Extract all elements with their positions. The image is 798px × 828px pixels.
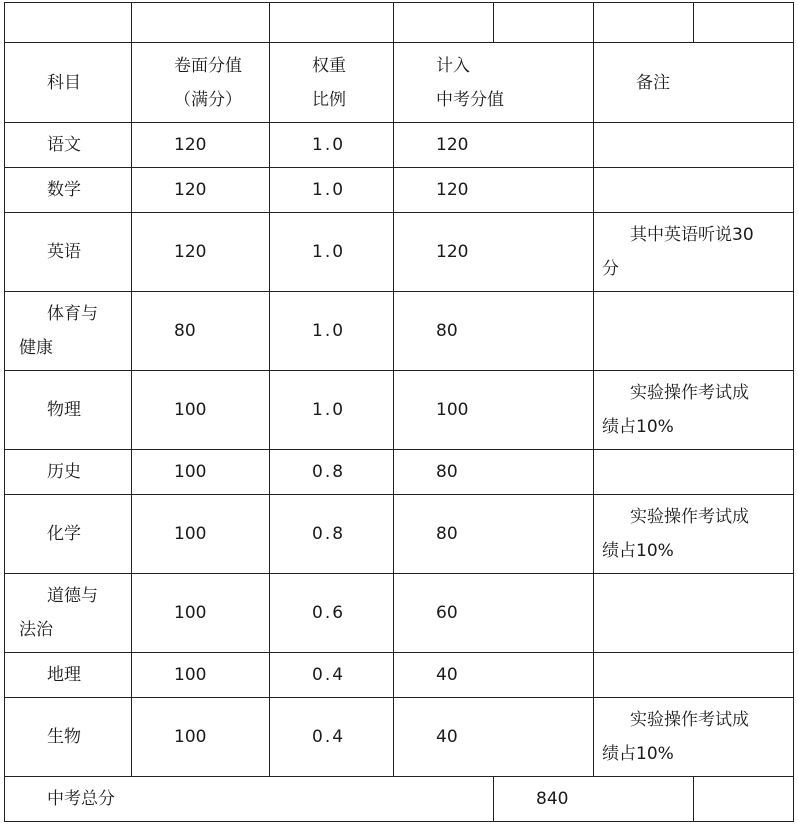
empty-cell — [694, 777, 794, 822]
weight-cell: 1.0 — [270, 292, 394, 371]
counted-cell: 120 — [394, 213, 594, 292]
score-cell: 120 — [132, 123, 270, 168]
table-row — [5, 292, 794, 371]
score-cell: 100 — [132, 450, 270, 495]
counted-cell: 80 — [394, 450, 594, 495]
subject-cell — [5, 292, 132, 371]
weight-cell: 0.8 — [270, 450, 394, 495]
subject-line2: 法治 — [19, 620, 53, 640]
table-row — [5, 495, 794, 574]
header-subject: 科目 — [5, 43, 132, 123]
weight-cell: 1.0 — [270, 371, 394, 450]
empty-top-row — [5, 3, 794, 43]
subject-cell — [5, 574, 132, 653]
score-cell: 100 — [132, 698, 270, 777]
counted-cell: 80 — [394, 292, 594, 371]
header-weight-line2: 比例 — [312, 89, 346, 110]
score-cell: 120 — [132, 213, 270, 292]
empty-cell — [594, 3, 694, 43]
score-cell: 100 — [132, 371, 270, 450]
header-paper-score — [132, 43, 270, 123]
header-counted-line1: 计入 — [436, 55, 470, 76]
note-line2: 绩占10% — [602, 417, 674, 437]
weight-cell: 1.0 — [270, 213, 394, 292]
total-row — [5, 777, 794, 822]
score-cell: 100 — [132, 495, 270, 574]
score-cell: 100 — [132, 653, 270, 698]
subject-cell: 语文 — [5, 123, 132, 168]
table-row — [5, 653, 794, 698]
weight-cell: 0.8 — [270, 495, 394, 574]
note-line2: 绩占10% — [602, 744, 674, 764]
header-weight-line1: 权重 — [312, 55, 346, 76]
header-counted — [394, 43, 594, 123]
note-cell — [594, 574, 794, 653]
empty-cell — [394, 3, 494, 43]
subject-cell: 物理 — [5, 371, 132, 450]
table-row — [5, 371, 794, 450]
note-cell — [594, 371, 794, 450]
subject-line1: 体育与 — [47, 304, 98, 324]
subject-line2: 健康 — [19, 338, 53, 358]
note-line1: 实验操作考试成 — [630, 383, 749, 403]
table-row — [5, 213, 794, 292]
table-row — [5, 574, 794, 653]
note-cell — [594, 653, 794, 698]
table-row — [5, 698, 794, 777]
empty-cell — [494, 3, 594, 43]
note-line1: 其中英语听说30 — [630, 225, 754, 245]
score-cell: 100 — [132, 574, 270, 653]
weight-cell: 1.0 — [270, 168, 394, 213]
subject-cell: 历史 — [5, 450, 132, 495]
empty-cell — [270, 3, 394, 43]
note-cell — [594, 698, 794, 777]
note-line2: 绩占10% — [602, 541, 674, 561]
note-cell — [594, 168, 794, 213]
table-row — [5, 450, 794, 495]
header-row — [5, 43, 794, 123]
note-line1: 实验操作考试成 — [630, 710, 749, 730]
weight-cell: 0.4 — [270, 653, 394, 698]
subject-cell: 生物 — [5, 698, 132, 777]
weight-cell: 0.6 — [270, 574, 394, 653]
subject-cell: 化学 — [5, 495, 132, 574]
note-line1: 实验操作考试成 — [630, 507, 749, 527]
subject-cell: 数学 — [5, 168, 132, 213]
header-remarks: 备注 — [594, 43, 794, 123]
counted-cell: 120 — [394, 123, 594, 168]
header-counted-line2: 中考分值 — [436, 89, 504, 110]
note-cell — [594, 123, 794, 168]
weight-cell: 0.4 — [270, 698, 394, 777]
empty-cell — [5, 3, 132, 43]
note-cell — [594, 450, 794, 495]
counted-cell: 80 — [394, 495, 594, 574]
empty-cell — [132, 3, 270, 43]
counted-cell: 120 — [394, 168, 594, 213]
header-paper-score-line1: 卷面分值 — [174, 55, 242, 76]
subject-cell: 地理 — [5, 653, 132, 698]
note-cell — [594, 292, 794, 371]
note-line2: 分 — [602, 259, 619, 279]
score-cell: 120 — [132, 168, 270, 213]
counted-cell: 40 — [394, 698, 594, 777]
counted-cell: 100 — [394, 371, 594, 450]
note-cell — [594, 495, 794, 574]
header-paper-score-line2: （满分） — [174, 89, 242, 110]
weight-cell: 1.0 — [270, 123, 394, 168]
counted-cell: 60 — [394, 574, 594, 653]
total-label: 中考总分 — [5, 777, 494, 822]
score-cell: 80 — [132, 292, 270, 371]
total-value: 840 — [494, 777, 694, 822]
empty-cell — [694, 3, 794, 43]
table-row — [5, 168, 794, 213]
subject-cell: 英语 — [5, 213, 132, 292]
note-cell — [594, 213, 794, 292]
header-weight — [270, 43, 394, 123]
subject-line1: 道德与 — [47, 586, 98, 606]
score-table — [4, 2, 794, 822]
counted-cell: 40 — [394, 653, 594, 698]
table-row — [5, 123, 794, 168]
